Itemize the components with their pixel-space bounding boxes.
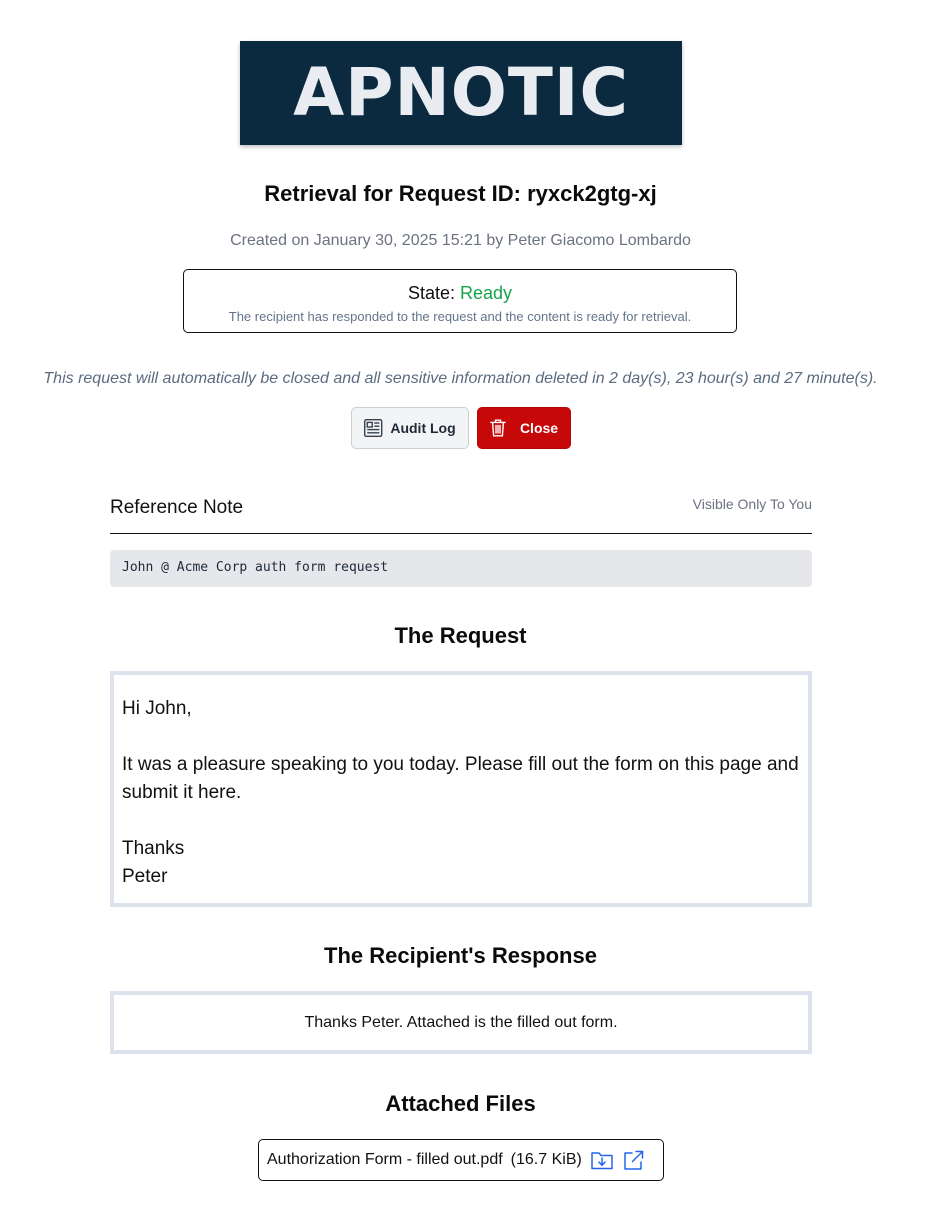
visibility-hint: Visible Only To You: [692, 496, 812, 512]
request-greeting: Hi John,: [122, 698, 192, 719]
file-name: Authorization Form - filled out.pdf: [267, 1151, 503, 1168]
download-folder-icon[interactable]: [591, 1150, 613, 1170]
request-body: [110, 671, 812, 907]
audit-log-button[interactable]: [351, 407, 469, 449]
close-button[interactable]: [477, 407, 571, 449]
state-description: The recipient has responded to the request and the content is ready for retrieval.: [228, 309, 692, 324]
request-message: It was a pleasure speaking to you today. Please fill out the form on this page and submit it here.: [122, 754, 799, 803]
logo-text: APNOTIC: [293, 54, 629, 131]
response-text: Thanks Peter. Attached is the filled out form.: [304, 1014, 618, 1031]
state-line: [184, 283, 736, 304]
response-heading: The Recipient's Response: [324, 943, 597, 968]
state-panel: [183, 269, 737, 333]
state-label: State:: [407, 283, 455, 303]
reference-note-text: John @ Acme Corp auth form request: [110, 550, 812, 587]
trash-icon: [490, 419, 506, 437]
request-heading: The Request: [394, 623, 527, 648]
attached-file-row: [258, 1139, 664, 1181]
response-body: [110, 991, 812, 1054]
reference-divider: [110, 533, 812, 534]
request-signature: Peter: [122, 866, 168, 887]
state-value: Ready: [460, 283, 513, 303]
attached-files-heading: Attached Files: [385, 1091, 536, 1116]
apnotic-logo: [240, 41, 682, 145]
auto-close-notice: This request will automatically be closed and all sensitive information deleted in 2 day(s), 23 hour(s) and 27 minute(s).: [43, 370, 878, 387]
page-title: Retrieval for Request ID: ryxck2gtg-xj: [264, 181, 657, 206]
reference-note-heading: Reference Note: [110, 497, 244, 518]
close-label: Close: [519, 420, 559, 436]
request-signoff: Thanks: [122, 838, 185, 859]
open-external-icon[interactable]: [623, 1150, 644, 1171]
created-info: Created on January 30, 2025 15:21 by Peter Giacomo Lombardo: [230, 232, 691, 249]
audit-log-label: Audit Log: [390, 420, 456, 436]
file-size: (16.7 KiB): [510, 1151, 582, 1168]
audit-log-icon: [364, 419, 384, 437]
